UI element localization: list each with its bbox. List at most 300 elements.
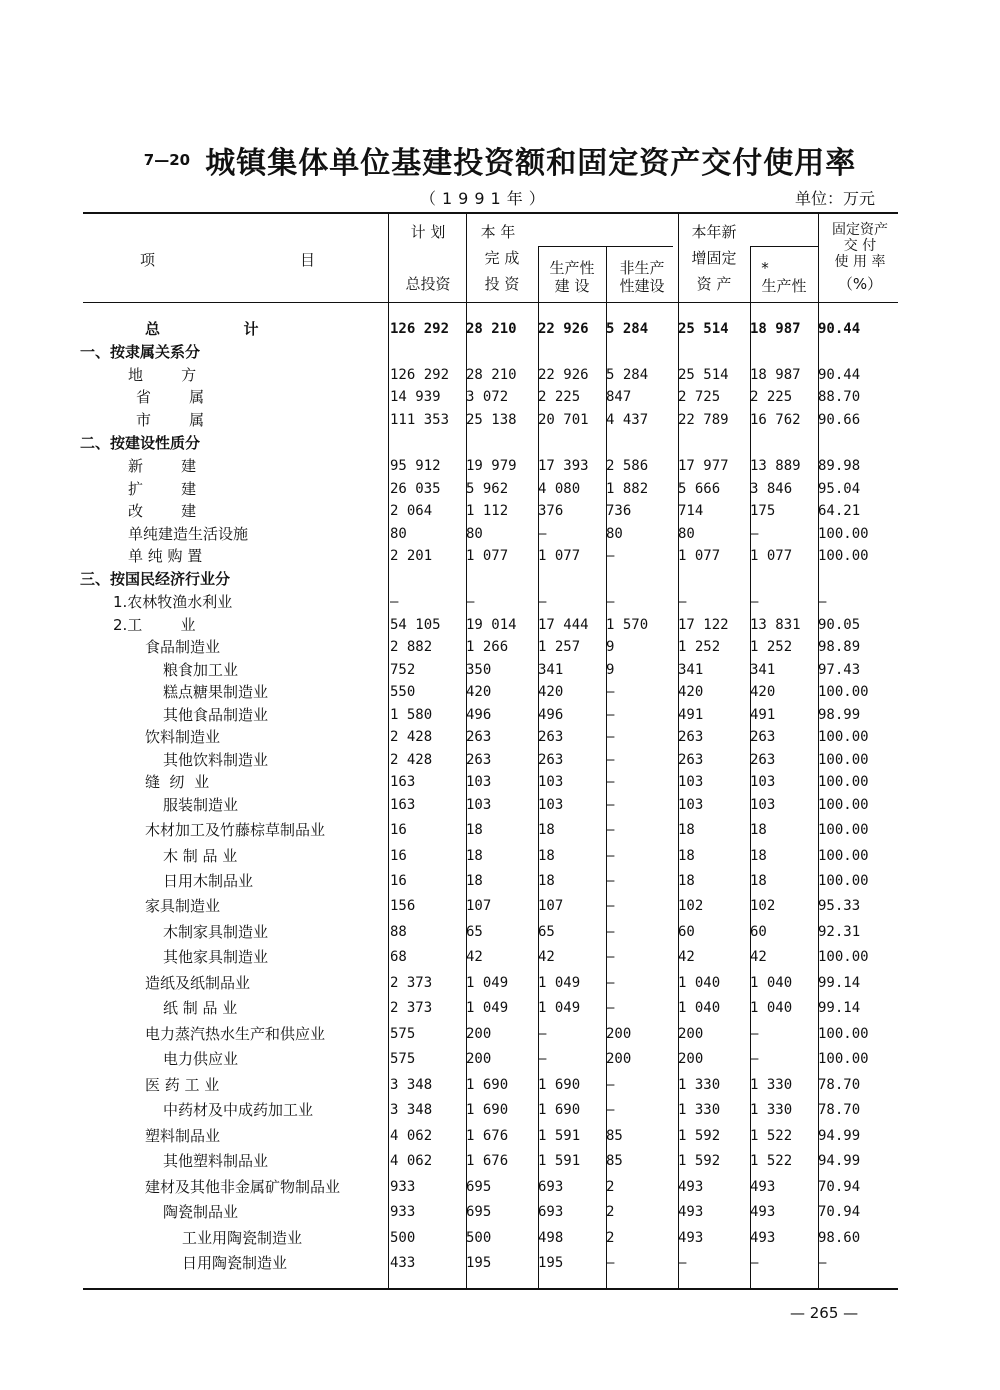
header-item-b: 目 [300,251,316,269]
cell-col-3: 20 701 [538,412,589,428]
cell-col-5: 493 [678,1230,704,1246]
table-row [80,921,898,943]
cell-col-4: — [606,594,615,610]
cell-col-1: 88 [390,924,407,940]
cell-col-6: — [750,1255,759,1271]
cell-col-5: 420 [678,684,704,700]
cell-col-4: 9 [606,639,615,655]
cell-col-6: 42 [750,949,767,965]
cell-col-2: 19 014 [466,617,517,633]
cell-col-3: 18 [538,873,555,889]
cell-col-7: 98.99 [818,707,861,723]
cell-col-5: 80 [678,526,695,542]
table-row [80,500,898,522]
cell-col-7: 100.00 [818,873,869,889]
cell-col-4: 847 [606,389,632,405]
cell-col-2: 500 [466,1230,492,1246]
header-newfix-2: 增固定 [691,249,737,267]
header-nonprod-1: 非生产 [619,259,665,277]
cell-col-6: 3 846 [750,481,793,497]
cell-col-5: 1 330 [678,1102,721,1118]
cell-col-7: 100.00 [818,752,869,768]
cell-col-5: 2 725 [678,389,721,405]
cell-col-6: 13 831 [750,617,801,633]
row-label: 服装制造业 [163,796,239,814]
row-label: 其他食品制造业 [163,706,269,724]
cell-col-3: 42 [538,949,555,965]
cell-col-2: 42 [466,949,483,965]
cell-col-2: 1 676 [466,1128,509,1144]
table-row [80,1252,898,1274]
cell-col-6: 1 040 [750,975,793,991]
cell-col-1: 126 292 [390,321,450,337]
cell-col-5: 22 789 [678,412,729,428]
table-row [80,455,898,477]
cell-col-5: — [678,1255,687,1271]
header-rate-1: 固定资产 [832,222,888,238]
cell-col-1: 2 064 [390,503,433,519]
cell-col-2: 200 [466,1026,492,1042]
row-label: 粮食加工业 [163,661,239,679]
row-label: 建材及其他非金属矿物制品业 [145,1178,341,1196]
cell-col-7: 90.44 [818,321,861,337]
row-label: 食品制造业 [145,638,221,656]
row-label: 单 纯 购 置 [128,547,203,565]
cell-col-2: 65 [466,924,483,940]
cell-col-3: 376 [538,503,564,519]
cell-col-5: 18 [678,848,695,864]
cell-col-1: 2 428 [390,729,433,745]
cell-col-6: 1 330 [750,1077,793,1093]
cell-col-2: 263 [466,752,492,768]
cell-col-2: 103 [466,774,492,790]
cell-col-5: — [678,594,687,610]
table-row [80,771,898,793]
row-label: 工业用陶瓷制造业 [182,1229,303,1247]
table-row [80,895,898,917]
row-label: 塑料制品业 [145,1127,221,1145]
cell-col-7: 70.94 [818,1179,861,1195]
cell-col-1: 2 882 [390,639,433,655]
cell-col-5: 263 [678,752,704,768]
header-rate-2: 交 付 [843,238,877,254]
top-rule [83,212,898,214]
cell-col-1: 16 [390,822,407,838]
cell-col-4: 80 [606,526,623,542]
cell-col-2: 18 [466,873,483,889]
cell-col-5: 17 122 [678,617,729,633]
header-rate-3: 使 用 率 [834,254,886,270]
row-label: 一、按隶属关系分 [80,343,201,361]
cell-col-7: 100.00 [818,774,869,790]
row-label: 木制家具制造业 [163,923,269,941]
cell-col-1: 575 [390,1026,416,1042]
cell-col-4: — [606,949,615,965]
cell-col-5: 200 [678,1026,704,1042]
header-plan-1: 计 划 [410,223,446,241]
cell-col-2: 28 210 [466,367,517,383]
cell-col-1: 433 [390,1255,416,1271]
cell-col-1: 2 373 [390,975,433,991]
cell-col-5: 714 [678,503,704,519]
cell-col-5: 1 330 [678,1077,721,1093]
cell-col-6: 493 [750,1179,776,1195]
cell-col-2: 200 [466,1051,492,1067]
cell-col-7: 100.00 [818,822,869,838]
cell-col-2: 18 [466,848,483,864]
cell-col-7: 78.70 [818,1102,861,1118]
cell-col-7: 88.70 [818,389,861,405]
table-row [80,1099,898,1121]
cell-col-3: 693 [538,1179,564,1195]
unit-label: 单位：万元 [795,189,876,208]
cell-col-1: 752 [390,662,416,678]
cell-col-6: 2 225 [750,389,793,405]
cell-col-5: 1 252 [678,639,721,655]
cell-col-3: 341 [538,662,564,678]
cell-col-5: 1 040 [678,1000,721,1016]
row-label: 新 建 [128,457,197,475]
cell-col-6: 1 522 [750,1128,793,1144]
cell-col-6: 263 [750,729,776,745]
cell-col-4: 2 [606,1179,615,1195]
cell-col-2: 1 266 [466,639,509,655]
cell-col-2: 103 [466,797,492,813]
row-label: 扩 建 [128,480,197,498]
cell-col-5: 25 514 [678,321,729,337]
cell-col-5: 493 [678,1204,704,1220]
cell-col-3: 18 [538,848,555,864]
cell-col-1: 4 062 [390,1128,433,1144]
cell-col-7: 98.89 [818,639,861,655]
cell-col-4: 1 570 [606,617,649,633]
cell-col-6: 420 [750,684,776,700]
cell-col-5: 493 [678,1179,704,1195]
cell-col-6: — [750,1051,759,1067]
cell-col-7: 100.00 [818,684,869,700]
row-label: 造纸及纸制品业 [145,974,251,992]
row-label: 中药材及中成药加工业 [163,1101,314,1119]
cell-col-3: 1 077 [538,548,581,564]
cell-col-2: 1 112 [466,503,509,519]
table-row [80,1176,898,1198]
cell-col-7: 100.00 [818,548,869,564]
cell-col-7: 97.43 [818,662,861,678]
cell-col-1: 550 [390,684,416,700]
cell-col-1: 156 [390,898,416,914]
cell-col-4: 2 [606,1204,615,1220]
cell-col-4: 85 [606,1128,623,1144]
table-row [80,1125,898,1147]
cell-col-4: — [606,1077,615,1093]
table-row [80,845,898,867]
cell-col-7: 95.33 [818,898,861,914]
row-label: 其他家具制造业 [163,948,269,966]
cell-col-3: 263 [538,729,564,745]
cell-col-4: — [606,729,615,745]
cell-col-5: 103 [678,797,704,813]
table-row [80,997,898,1019]
cell-col-7: 99.14 [818,1000,861,1016]
cell-col-6: 16 762 [750,412,801,428]
table-row [80,1048,898,1070]
row-label: 日用陶瓷制造业 [182,1254,288,1272]
row-label: 三、按国民经济行业分 [80,570,231,588]
cell-col-3: — [538,1026,547,1042]
cell-col-1: 68 [390,949,407,965]
table-row [80,726,898,748]
cell-col-2: — [466,594,475,610]
cell-col-7: 100.00 [818,526,869,542]
cell-col-5: 1 592 [678,1128,721,1144]
cell-col-2: 263 [466,729,492,745]
cell-col-3: 498 [538,1230,564,1246]
cell-col-4: 200 [606,1051,632,1067]
cell-col-5: 5 666 [678,481,721,497]
cell-col-4: — [606,975,615,991]
row-label: 二、按建设性质分 [80,434,201,452]
cell-col-1: 1 580 [390,707,433,723]
row-label: 其他饮料制造业 [163,751,269,769]
cell-col-2: 18 [466,822,483,838]
cell-col-3: 2 225 [538,389,581,405]
cell-col-4: — [606,822,615,838]
cell-col-2: 1 077 [466,548,509,564]
cell-col-7: — [818,594,827,610]
cell-col-3: 263 [538,752,564,768]
cell-col-2: 195 [466,1255,492,1271]
page-number: — 265 — [790,1304,859,1322]
cell-col-7: 100.00 [818,949,869,965]
cell-col-1: 80 [390,526,407,542]
cell-col-5: 491 [678,707,704,723]
table-row [80,318,898,340]
cell-col-3: 1 591 [538,1153,581,1169]
cell-col-5: 1 592 [678,1153,721,1169]
cell-col-5: 341 [678,662,704,678]
cell-col-4: — [606,1000,615,1016]
cell-col-3: 17 444 [538,617,589,633]
cell-col-6: 263 [750,752,776,768]
cell-col-4: 2 586 [606,458,649,474]
cell-col-4: — [606,548,615,564]
cell-col-7: 100.00 [818,1051,869,1067]
cell-col-6: 60 [750,924,767,940]
cell-col-3: 693 [538,1204,564,1220]
cell-col-7: 64.21 [818,503,861,519]
cell-col-4: — [606,898,615,914]
cell-col-3: 1 049 [538,975,581,991]
cell-col-7: 100.00 [818,848,869,864]
table-row [80,523,898,545]
cell-col-3: 22 926 [538,321,589,337]
cell-col-4: 85 [606,1153,623,1169]
cell-col-1: 126 292 [390,367,450,383]
cell-col-3: 195 [538,1255,564,1271]
cell-col-3: 1 257 [538,639,581,655]
row-label: 省 属 [136,388,205,406]
cell-col-6: 18 987 [750,321,801,337]
table-row [80,341,898,363]
cell-col-3: 65 [538,924,555,940]
cell-col-1: 163 [390,797,416,813]
header-plan-2: 总投资 [405,275,451,293]
cell-col-3: — [538,1051,547,1067]
cell-col-4: — [606,774,615,790]
cell-col-4: — [606,707,615,723]
cell-col-6: — [750,594,759,610]
table-row [80,749,898,771]
table-number: 7—20 [143,151,191,169]
header-rate-4: （%） [837,275,883,293]
table-row [80,794,898,816]
cell-col-3: 103 [538,774,564,790]
table-row [80,1201,898,1223]
table-title [0,138,1000,182]
cell-col-1: 4 062 [390,1153,433,1169]
cell-col-3: 1 049 [538,1000,581,1016]
cell-col-1: 933 [390,1204,416,1220]
cell-col-3: 1 591 [538,1128,581,1144]
table-row [80,1150,898,1172]
cell-col-6: 341 [750,662,776,678]
bottom-rule [83,1288,898,1290]
cell-col-5: 1 040 [678,975,721,991]
cell-col-3: 1 690 [538,1077,581,1093]
cell-col-6: — [750,1026,759,1042]
cell-col-6: 1 040 [750,1000,793,1016]
cell-col-5: 60 [678,924,695,940]
table-row [80,409,898,431]
cell-col-7: 89.98 [818,458,861,474]
cell-col-7: 94.99 [818,1128,861,1144]
cell-col-2: 28 210 [466,321,517,337]
table-row [80,614,898,636]
cell-col-7: 90.05 [818,617,861,633]
cell-col-4: — [606,873,615,889]
cell-col-5: 17 977 [678,458,729,474]
cell-col-3: — [538,594,547,610]
row-label: 木 制 品 业 [163,847,238,865]
cell-col-1: 2 428 [390,752,433,768]
cell-col-1: 111 353 [390,412,450,428]
row-label: 陶瓷制品业 [163,1203,239,1221]
cell-col-1: 2 373 [390,1000,433,1016]
cell-col-1: 933 [390,1179,416,1195]
row-label: 纸 制 品 业 [163,999,238,1017]
cell-col-4: 2 [606,1230,615,1246]
cell-col-6: 18 [750,848,767,864]
row-label: 电力蒸汽热水生产和供应业 [145,1025,326,1043]
cell-col-6: 18 987 [750,367,801,383]
cell-col-3: 22 926 [538,367,589,383]
row-label: 糕点糖果制造业 [163,683,269,701]
row-label: 总 计 [145,320,259,338]
cell-col-5: 103 [678,774,704,790]
cell-col-6: 1 077 [750,548,793,564]
cell-col-5: 18 [678,873,695,889]
table-row [80,946,898,968]
cell-col-5: 263 [678,729,704,745]
cell-col-2: 420 [466,684,492,700]
row-label: 饮料制造业 [145,728,221,746]
header-item-a: 项 [140,251,156,269]
cell-col-4: — [606,1255,615,1271]
cell-col-6: 103 [750,774,776,790]
cell-col-5: 25 514 [678,367,729,383]
cell-col-6: — [750,526,759,542]
header-prodstar-1: * [761,259,769,277]
year-label: （1991年） [420,189,551,208]
table-row [80,1023,898,1045]
cell-col-3: 107 [538,898,564,914]
cell-col-7: 95.04 [818,481,861,497]
header-nonprod-2: 性建设 [619,277,665,295]
header-prodstar-2: 生产性 [761,277,807,295]
cell-col-2: 5 962 [466,481,509,497]
row-label: 电力供应业 [163,1050,239,1068]
cell-col-4: 5 284 [606,321,649,337]
cell-col-2: 496 [466,707,492,723]
header-bottom-rule [83,302,898,303]
cell-col-6: 102 [750,898,776,914]
cell-col-7: 99.14 [818,975,861,991]
cell-col-7: 90.44 [818,367,861,383]
cell-col-1: 54 105 [390,617,441,633]
cell-col-7: 70.94 [818,1204,861,1220]
cell-col-1: 16 [390,848,407,864]
cell-col-6: 1 330 [750,1102,793,1118]
cell-col-2: 350 [466,662,492,678]
cell-col-2: 1 049 [466,1000,509,1016]
cell-col-4: — [606,684,615,700]
cell-col-4: 736 [606,503,632,519]
cell-col-2: 1 049 [466,975,509,991]
table-row [80,681,898,703]
header-done-2: 完 成 [484,249,520,267]
cell-col-1: 14 939 [390,389,441,405]
cell-col-7: 90.66 [818,412,861,428]
table-row [80,432,898,454]
cell-col-5: 1 077 [678,548,721,564]
cell-col-2: 695 [466,1179,492,1195]
cell-col-2: 1 690 [466,1077,509,1093]
header-prod-1: 生产性 [549,259,595,277]
table-row [80,591,898,613]
table-row [80,545,898,567]
cell-col-7: 92.31 [818,924,861,940]
cell-col-6: 493 [750,1204,776,1220]
cell-col-6: 13 889 [750,458,801,474]
cell-col-1: 16 [390,873,407,889]
header-newfix-3: 资 产 [696,275,732,293]
cell-col-5: 42 [678,949,695,965]
cell-col-1: 2 201 [390,548,433,564]
row-label: 日用木制品业 [163,872,254,890]
cell-col-7: 78.70 [818,1077,861,1093]
cell-col-2: 19 979 [466,458,517,474]
cell-col-7: 94.99 [818,1153,861,1169]
cell-col-7: 100.00 [818,729,869,745]
cell-col-6: 491 [750,707,776,723]
row-label: 地 方 [128,366,197,384]
cell-col-3: 18 [538,822,555,838]
header-newfix-1: 本年新 [691,223,737,241]
cell-col-2: 1 676 [466,1153,509,1169]
row-label: 1.农林牧渔水利业 [113,593,233,611]
table-row [80,819,898,841]
cell-col-4: — [606,924,615,940]
